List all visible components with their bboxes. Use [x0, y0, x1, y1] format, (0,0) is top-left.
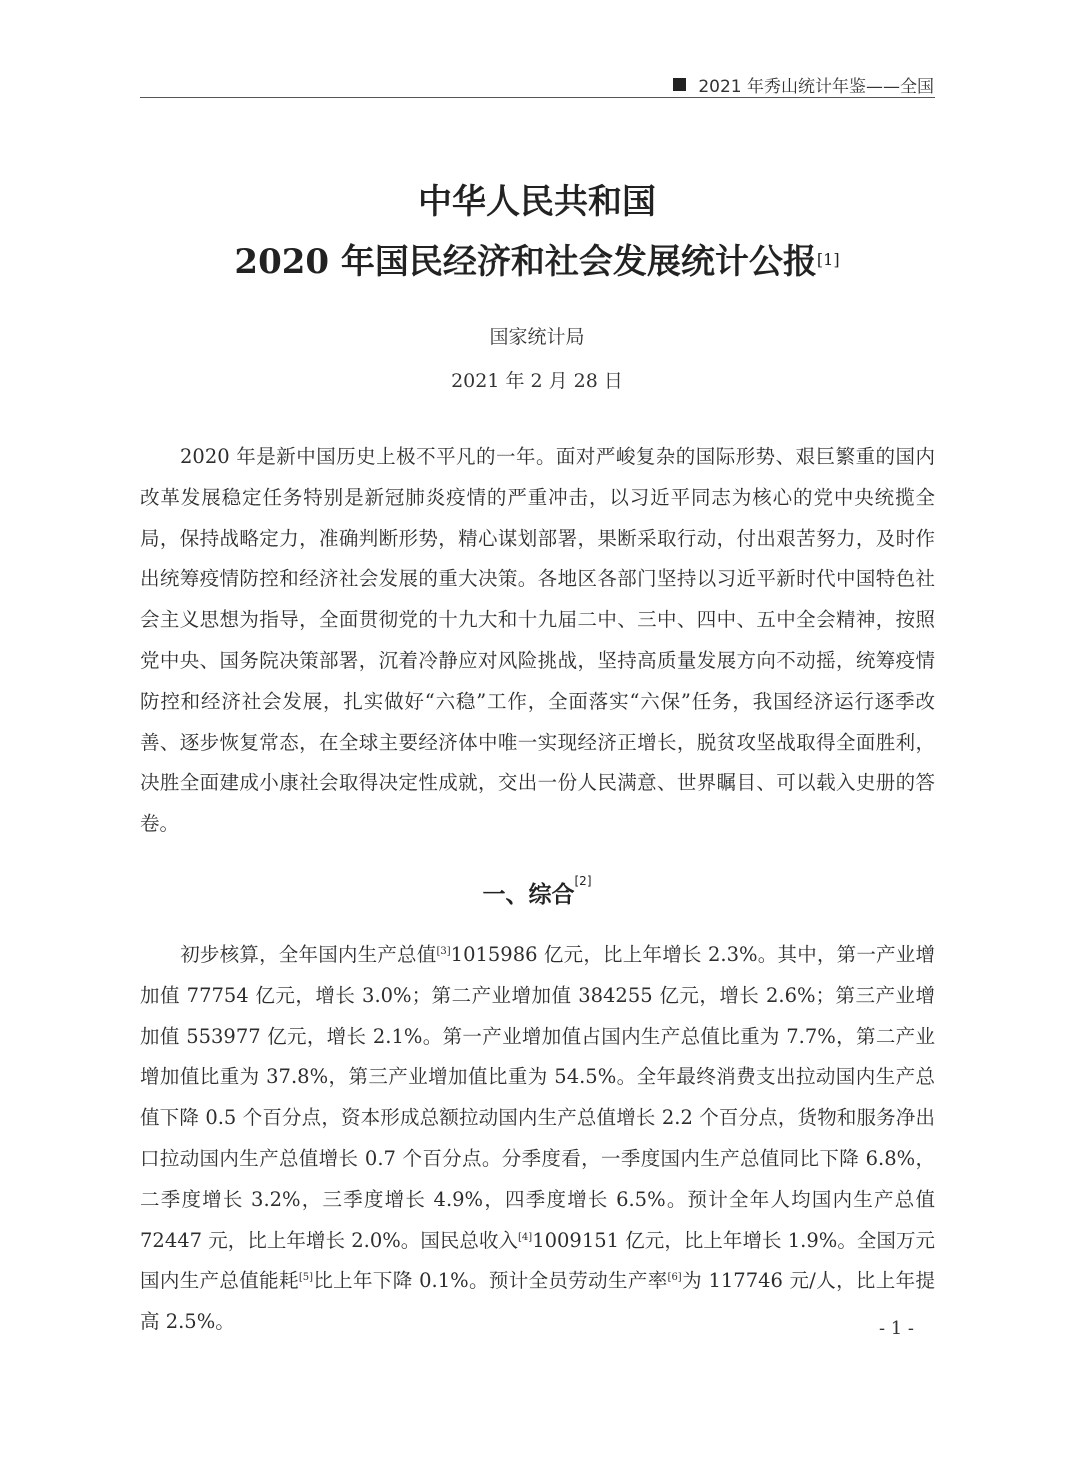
section-text-2: 1015986 亿元，比上年增长 2.3%。其中，第一产业增加值 77754 亿元，增长 3.0%；第二产业增加值 384255 亿元，增长 2.6%；第三产业增加值 553977 亿元，增长 2.1%。第一产业增加值占国内生产总值比重为 7.7%，第二产业增加值比重为 37.8%，第三产业增加值比重为 54.5%。全年最终消费支出拉动国内生产总值下降 0.5 个百分点，资本形成总额拉动国内生产总值增长 2.2 个百分点，货物和服务净出口拉动国内生产总值增长 0.7 个百分点。分季度看，一季度国内生产总值同比下降 6.8%，二季度增长 3.2%，三季度增长 4.9%，四季度增长 6.5%。预计全年人均国内生产总值 72447 元，比上年增长 2.0%。国民总收入 — [140, 943, 935, 1252]
section-text-1: 初步核算，全年国内生产总值 — [180, 943, 437, 966]
document-title — [0, 172, 1074, 292]
section-text-4: 比上年下降 0.1%。预计全员劳动生产率 — [312, 1269, 668, 1293]
publication-date: 2021 年 2 月 28 日 — [451, 370, 623, 392]
title-footnote-ref: [1] — [816, 250, 840, 269]
title-line-2-text: 2020 年国民经济和社会发展统计公报 — [234, 242, 817, 282]
header-rule — [140, 97, 935, 98]
running-header-text: 2021 年秀山统计年鉴——全国 — [698, 77, 934, 97]
page-number: - 1 - — [878, 1318, 914, 1339]
intro-text: 2020 年是新中国历史上极不平凡的一年。面对严峻复杂的国际形势、艰巨繁重的国内改革发展稳定任务特别是新冠肺炎疫情的严重冲击，以习近平同志为核心的党中央统揽全局，保持战略定力，准确判断形势，精心谋划部署，果断采取行动，付出艰苦努力，及时作出统筹疫情防控和经济社会发展的重大决策。各地区各部门坚持以习近平新时代中国特色社会主义思想为指导，全面贯彻党的十九大和十九届二中、三中、四中、五中全会精神，按照党中央、国务院决策部署，沉着冷静应对风险挑战，坚持高质量发展方向不动摇，统筹疫情防控和经济社会发展，扎实做好“六稳”工作，全面落实“六保”任务，我国经济运行逐季改善、逐步恢复常态，在全球主要经济体中唯一实现经济正增长，脱贫攻坚战取得全面胜利，决胜全面建成小康社会取得决定性成就，交出一份人民满意、世界瞩目、可以载入史册的答卷。 — [140, 445, 935, 836]
title-line-1: 中华人民共和国 — [418, 182, 656, 222]
author: 国家统计局 — [489, 326, 585, 348]
footnote-ref-3: [3] — [436, 946, 451, 957]
title-line-2 — [0, 232, 1074, 292]
running-header — [673, 72, 934, 97]
footnote-ref-6: [6] — [667, 1272, 682, 1284]
section-footnote-ref: [2] — [574, 874, 592, 888]
square-bullet-icon — [673, 78, 686, 91]
footnote-ref-4: [4] — [518, 1231, 533, 1243]
footnote-ref-5: [5] — [298, 1272, 313, 1284]
section-paragraph — [140, 935, 935, 1343]
section-heading — [0, 876, 1074, 909]
intro-paragraph — [140, 437, 935, 845]
section-text-5: 为 117746 元/人，比上年提高 2.5%。 — [140, 1269, 935, 1334]
section-heading-text: 一、综合 — [482, 882, 575, 908]
section-text-3: 1009151 亿元，比上年增长 1.9%。全国万元国内生产总值能耗 — [140, 1228, 935, 1293]
